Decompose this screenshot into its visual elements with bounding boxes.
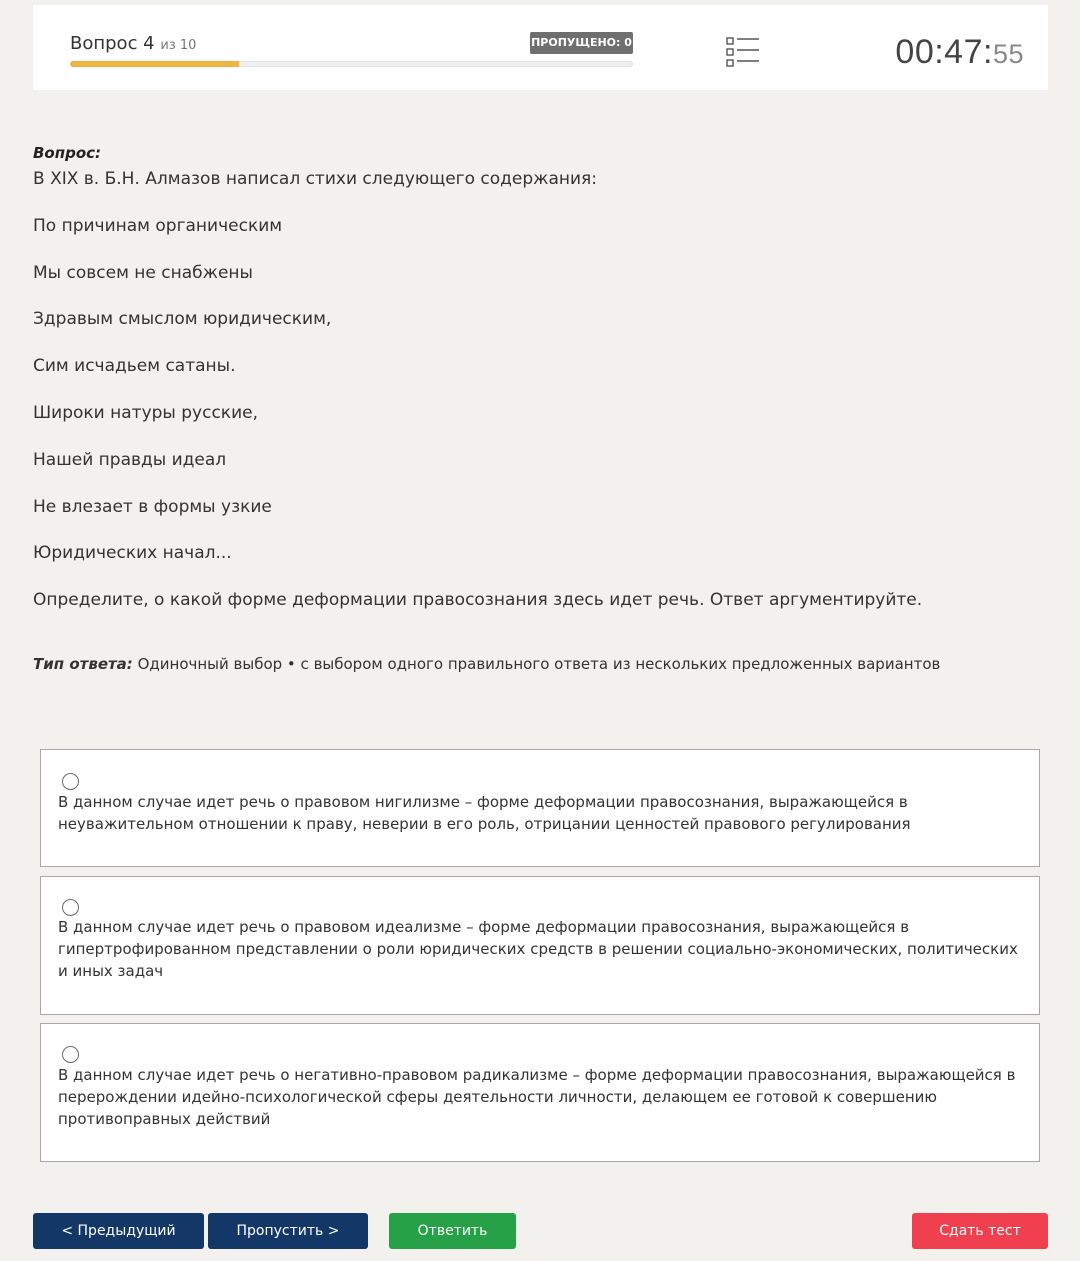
answer-button[interactable]: Ответить xyxy=(389,1213,516,1249)
quiz-header xyxy=(33,5,1048,90)
answer-radio[interactable] xyxy=(62,899,79,916)
question-text-line: Здравым смыслом юридическим, xyxy=(33,309,332,330)
question-list-icon[interactable] xyxy=(726,36,760,68)
question-text-line: Сим исчадьем сатаны. xyxy=(33,356,236,377)
answer-radio[interactable] xyxy=(62,773,79,790)
answer-option-1[interactable] xyxy=(40,749,1040,867)
timer-seconds: 55 xyxy=(992,39,1024,69)
answer-option-text: В данном случае идет речь о правовом идеализме – форме деформации правосознания, выражающейся в гипертрофированном представлении о роли юридических средств в решении социально-экономических, политических и иных задач xyxy=(58,918,1018,980)
question-text-line: Определите, о какой форме деформации правосознания здесь идет речь. Ответ аргументируйте. xyxy=(33,590,923,611)
skipped-badge: ПРОПУЩЕНО: 0 xyxy=(530,32,633,54)
question-text-line: Мы совсем не снабжены xyxy=(33,262,253,283)
answer-type-value: Одиночный выбор • с выбором одного правильного ответа из нескольких предложенных вариантов xyxy=(137,655,941,673)
answer-option-3[interactable] xyxy=(40,1023,1040,1162)
answer-type xyxy=(33,655,940,673)
countdown-timer xyxy=(895,33,1024,72)
question-label: Вопрос: xyxy=(33,144,102,162)
question-text-line: В XIX в. Б.Н. Алмазов написал стихи следующего содержания: xyxy=(33,169,598,189)
question-text-line: Широки натуры русские, xyxy=(33,402,258,423)
question-text-line: По причинам органическим xyxy=(33,215,283,236)
question-text-line: Юридических начал... xyxy=(33,543,232,564)
answer-option-text: В данном случае идет речь о негативно-правовом радикализме – форме деформации правосознания, выражающейся в перерождении идейно-психологической сферы деятельности личности, делающем ее готовой к совершению противоправных действий xyxy=(58,1066,1016,1128)
question-block xyxy=(33,142,1033,635)
answer-option-text: В данном случае идет речь о правовом нигилизме – форме деформации правосознания, выражающейся в неуважительном отношении к праву, неверии в его роль, отрицании ценностей правового регулирования xyxy=(58,793,911,833)
skip-button[interactable]: Пропустить > xyxy=(208,1213,368,1249)
progress-bar xyxy=(70,61,633,67)
question-text-line: Нашей правды идеал xyxy=(33,449,227,470)
answer-type-label: Тип ответа: xyxy=(33,655,133,673)
question-counter xyxy=(70,33,196,54)
question-number: Вопрос 4 xyxy=(70,33,155,54)
finish-test-button[interactable]: Сдать тест xyxy=(912,1213,1048,1249)
timer-main: 00:47: xyxy=(895,33,993,71)
answer-option-2[interactable] xyxy=(40,876,1040,1015)
progress-bar-fill xyxy=(70,61,239,67)
question-text-line: Не влезает в формы узкие xyxy=(33,496,272,517)
question-total: из 10 xyxy=(160,38,197,53)
previous-button[interactable]: < Предыдущий xyxy=(33,1213,204,1249)
answer-radio[interactable] xyxy=(62,1046,79,1063)
